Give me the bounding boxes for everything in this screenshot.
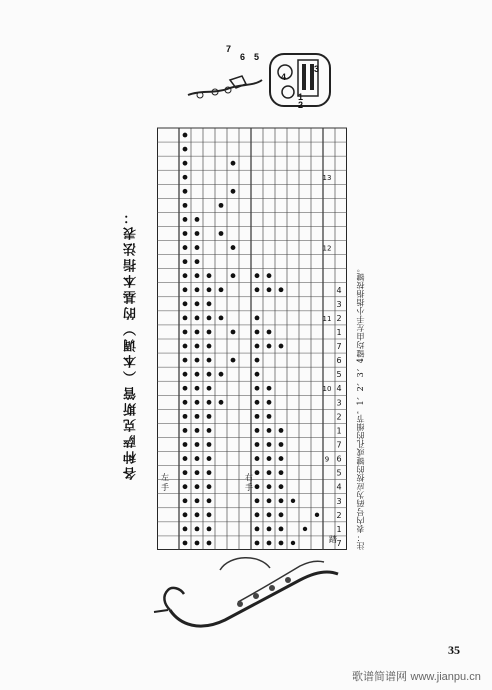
finger-dot xyxy=(255,484,260,489)
finger-dot xyxy=(183,316,188,321)
finger-dot xyxy=(183,259,188,264)
finger-dot xyxy=(183,175,188,180)
key-label-6: 6 xyxy=(240,52,246,62)
finger-dot xyxy=(267,541,272,546)
finger-dot xyxy=(219,316,224,321)
finger-dot xyxy=(279,287,284,292)
note-number: 4 xyxy=(336,482,342,492)
finger-dot xyxy=(267,456,272,461)
upper-key-number: 13 xyxy=(322,174,332,183)
finger-dot xyxy=(207,442,212,447)
finger-dot xyxy=(279,498,284,503)
finger-dot xyxy=(231,358,236,363)
finger-dot xyxy=(195,245,200,250)
finger-dot xyxy=(255,428,260,433)
table-note: 注：表内号码为应按的键或孔的细节，1、2、3、4键均由左手小指指按键。 xyxy=(356,264,365,550)
finger-dot xyxy=(195,287,200,292)
finger-dot xyxy=(183,541,188,546)
finger-dot xyxy=(195,470,200,475)
finger-dot xyxy=(183,245,188,250)
finger-dot xyxy=(279,442,284,447)
finger-dot xyxy=(207,358,212,363)
finger-dot xyxy=(255,512,260,517)
finger-dot xyxy=(267,498,272,503)
finger-dot xyxy=(231,330,236,335)
finger-dot xyxy=(195,386,200,391)
finger-dot xyxy=(183,442,188,447)
finger-dot xyxy=(267,287,272,292)
finger-dot xyxy=(267,512,272,517)
finger-dot xyxy=(255,470,260,475)
finger-dot xyxy=(183,527,188,532)
finger-dot xyxy=(195,428,200,433)
finger-dot xyxy=(231,161,236,166)
page-number: 35 xyxy=(448,643,460,657)
finger-dot xyxy=(255,344,260,349)
finger-dot xyxy=(255,414,260,419)
finger-dot xyxy=(195,372,200,377)
finger-dot xyxy=(219,231,224,236)
finger-dot xyxy=(267,470,272,475)
note-number: 7 xyxy=(336,440,342,450)
finger-dot xyxy=(279,470,284,475)
finger-dot xyxy=(195,541,200,546)
finger-dot xyxy=(255,316,260,321)
key-label-5: 5 xyxy=(254,52,260,62)
finger-dot xyxy=(279,541,284,546)
finger-dot xyxy=(195,316,200,321)
finger-dot xyxy=(207,456,212,461)
finger-dot xyxy=(183,133,188,138)
note-number: 2 xyxy=(336,313,342,323)
finger-dot xyxy=(207,330,212,335)
finger-dot xyxy=(255,442,260,447)
finger-dot xyxy=(267,484,272,489)
finger-dot xyxy=(195,273,200,278)
upper-key-number: 10 xyxy=(322,385,332,394)
note-number: 2 xyxy=(336,510,342,520)
finger-dot xyxy=(279,484,284,489)
finger-dot xyxy=(207,273,212,278)
finger-dot xyxy=(207,428,212,433)
finger-dot xyxy=(195,358,200,363)
note-number: 2 xyxy=(336,412,342,422)
right-hand-label: 右 xyxy=(245,473,253,482)
finger-dot xyxy=(183,161,188,166)
finger-dot xyxy=(255,456,260,461)
finger-dot xyxy=(279,344,284,349)
finger-dot xyxy=(183,189,188,194)
note-number: 6 xyxy=(336,356,342,366)
finger-dot xyxy=(207,512,212,517)
finger-dot xyxy=(183,512,188,517)
finger-dot xyxy=(255,498,260,503)
upper-key-number: 9 xyxy=(324,455,330,464)
finger-dot xyxy=(183,470,188,475)
note-number: 5 xyxy=(336,468,342,478)
finger-dot xyxy=(183,358,188,363)
finger-dot xyxy=(183,386,188,391)
finger-dot xyxy=(279,428,284,433)
finger-dot xyxy=(183,203,188,208)
finger-dot xyxy=(219,287,224,292)
finger-dot xyxy=(195,414,200,419)
finger-dot xyxy=(219,203,224,208)
finger-dot xyxy=(195,344,200,349)
right-hand-label: 手 xyxy=(245,483,253,492)
watermark-url: www.jianpu.cn xyxy=(410,671,481,683)
finger-dot xyxy=(207,541,212,546)
finger-dot xyxy=(255,386,260,391)
note-number: 4 xyxy=(336,384,342,394)
finger-dot xyxy=(207,301,212,306)
finger-dot xyxy=(267,330,272,335)
note-number: 1 xyxy=(336,524,342,534)
key-label-4: 4 xyxy=(281,72,287,82)
finger-dot xyxy=(195,259,200,264)
finger-dot xyxy=(183,287,188,292)
finger-dot xyxy=(207,372,212,377)
note-number: 1 xyxy=(336,327,342,337)
finger-dot xyxy=(255,541,260,546)
upper-key-number: 11 xyxy=(322,314,332,323)
finger-dot xyxy=(231,273,236,278)
finger-dot xyxy=(183,273,188,278)
finger-dot xyxy=(291,541,295,545)
finger-dot xyxy=(219,400,224,405)
finger-dot xyxy=(207,484,212,489)
finger-dot xyxy=(195,456,200,461)
watermark xyxy=(352,668,481,684)
finger-dot xyxy=(207,400,212,405)
finger-dot xyxy=(267,273,272,278)
finger-dot xyxy=(207,287,212,292)
finger-dot xyxy=(279,456,284,461)
note-number: 6 xyxy=(336,454,342,464)
note-number: 7 xyxy=(336,538,342,548)
finger-dot xyxy=(195,512,200,517)
finger-dot xyxy=(183,147,188,152)
finger-dot xyxy=(195,330,200,335)
finger-dot xyxy=(183,231,188,236)
finger-dot xyxy=(267,414,272,419)
key-label-3: 3 xyxy=(314,64,320,74)
finger-dot xyxy=(255,273,260,278)
finger-dot xyxy=(183,414,188,419)
note-number: 7 xyxy=(336,342,342,352)
finger-dot xyxy=(219,372,224,377)
finger-dot xyxy=(315,513,319,517)
finger-dot xyxy=(267,400,272,405)
finger-dot xyxy=(183,456,188,461)
bottom-label: 踏 xyxy=(329,535,337,544)
finger-dot xyxy=(183,372,188,377)
finger-dot xyxy=(207,316,212,321)
note-number: 5 xyxy=(336,370,342,380)
finger-dot xyxy=(195,400,200,405)
finger-dot xyxy=(267,428,272,433)
finger-dot xyxy=(255,527,260,532)
finger-dot xyxy=(195,442,200,447)
finger-dot xyxy=(291,499,295,503)
finger-dot xyxy=(255,358,260,363)
fingering-table xyxy=(157,118,347,550)
upper-key-number: 12 xyxy=(322,244,332,253)
note-number: 3 xyxy=(336,496,342,506)
watermark-cn: 歌谱简谱网 xyxy=(352,670,407,683)
finger-dot xyxy=(279,512,284,517)
finger-dot xyxy=(195,527,200,532)
finger-dot xyxy=(207,414,212,419)
key-label-7: 7 xyxy=(226,44,232,54)
finger-dot xyxy=(231,189,236,194)
finger-dot xyxy=(195,217,200,222)
key-label-1: 1 xyxy=(298,92,304,102)
finger-dot xyxy=(183,428,188,433)
finger-dot xyxy=(267,442,272,447)
left-hand-label: 左 xyxy=(161,473,169,482)
finger-dot xyxy=(183,330,188,335)
note-number: 1 xyxy=(336,426,342,436)
note-number: 3 xyxy=(336,299,342,309)
finger-dot xyxy=(207,470,212,475)
finger-dot xyxy=(183,400,188,405)
finger-dot xyxy=(303,527,307,531)
key-label-2: 2 xyxy=(298,100,304,110)
finger-dot xyxy=(255,400,260,405)
note-number: 3 xyxy=(336,398,342,408)
left-hand-label: 手 xyxy=(161,483,169,492)
finger-dot xyxy=(279,527,284,532)
finger-dot xyxy=(183,498,188,503)
page-title: 各种萨克斯管（本调）的基本指法表： xyxy=(124,208,139,480)
finger-dot xyxy=(255,372,260,377)
finger-dot xyxy=(183,344,188,349)
note-number: 4 xyxy=(336,285,342,295)
finger-dot xyxy=(195,498,200,503)
finger-dot xyxy=(231,245,236,250)
finger-dot xyxy=(267,344,272,349)
finger-dot xyxy=(255,287,260,292)
finger-dot xyxy=(195,231,200,236)
finger-dot xyxy=(183,301,188,306)
finger-dot xyxy=(207,386,212,391)
finger-dot xyxy=(255,330,260,335)
finger-dot xyxy=(195,301,200,306)
saxophone-illustration-icon xyxy=(150,550,350,640)
finger-dot xyxy=(207,498,212,503)
finger-dot xyxy=(267,386,272,391)
finger-dot xyxy=(183,217,188,222)
finger-dot xyxy=(183,484,188,489)
finger-dot xyxy=(207,527,212,532)
finger-dot xyxy=(207,344,212,349)
finger-dot xyxy=(267,527,272,532)
finger-dot xyxy=(195,484,200,489)
